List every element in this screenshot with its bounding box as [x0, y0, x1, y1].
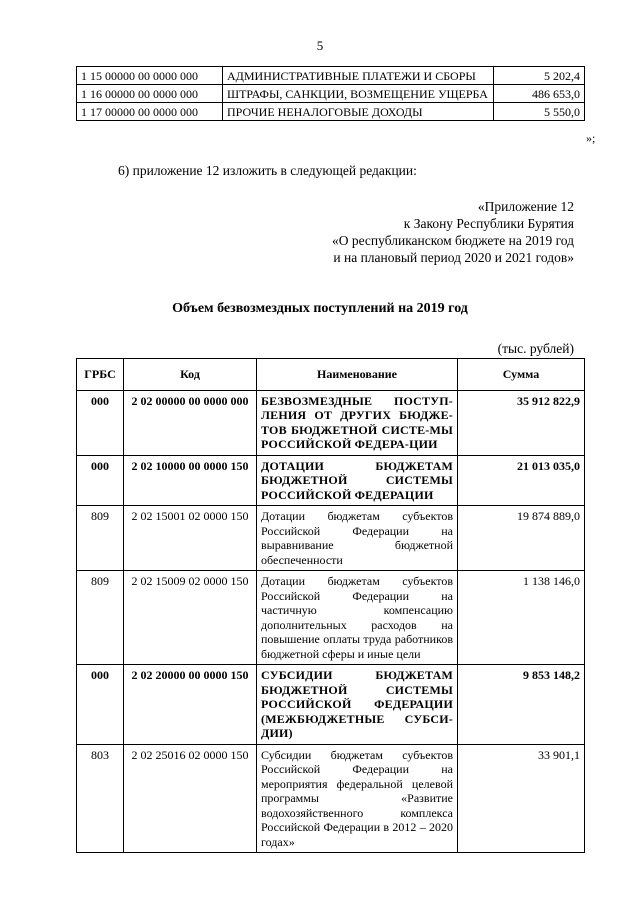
- cell-name: Субсидии бюджетам субъектов Российской Федерации на мероприятия федеральной целевой программы «Развитие водохозяйственного комплекса Российской Федерации в 2012 – 2020 годах»: [257, 744, 458, 853]
- cell-sum: 35 912 822,9: [458, 390, 585, 455]
- header-sum: Сумма: [458, 359, 585, 391]
- cell-sum: 5 550,0: [494, 103, 585, 121]
- cell-name: БЕЗВОЗМЕЗДНЫЕ ПОСТУП-ЛЕНИЯ ОТ ДРУГИХ БЮДЖЕ-ТОВ БЮДЖЕТНОЙ СИСТЕ-МЫ РОССИЙСКОЙ ФЕДЕРА-ЦИИ: [257, 390, 458, 455]
- table-header-row: [77, 359, 585, 391]
- cell-sum: 33 901,1: [458, 744, 585, 853]
- page-number: 5: [316, 38, 324, 53]
- cell-name: ШТРАФЫ, САНКЦИИ, ВОЗМЕЩЕНИЕ УЩЕРБА: [223, 85, 494, 103]
- header-grbs: ГРБС: [77, 359, 124, 391]
- document-title: Объем безвозмездных поступлений на 2019 год: [172, 301, 468, 316]
- appendix-line-1: «Приложение 12: [477, 199, 574, 214]
- cell-name: Дотации бюджетам субъектов Российской Федерации на выравнивание бюджетной обеспеченности: [257, 506, 458, 571]
- table-row: [77, 744, 585, 853]
- units-label: (тыс. рублей): [497, 341, 574, 356]
- cell-code: 1 15 00000 00 0000 000: [77, 67, 223, 85]
- table-row: [77, 390, 585, 455]
- closing-quote-mark: »;: [586, 131, 596, 145]
- cell-code: 2 02 20000 00 0000 150: [124, 665, 257, 745]
- cell-name: ПРОЧИЕ НЕНАЛОГОВЫЕ ДОХОДЫ: [223, 103, 494, 121]
- cell-code: 2 02 15009 02 0000 150: [124, 571, 257, 665]
- cell-sum: 1 138 146,0: [458, 571, 585, 665]
- cell-sum: 9 853 148,2: [458, 665, 585, 745]
- cell-grbs: 809: [77, 571, 124, 665]
- revenue-table-continuation: [76, 66, 585, 121]
- cell-sum: 19 874 889,0: [458, 506, 585, 571]
- cell-grbs: 809: [77, 506, 124, 571]
- cell-grbs: 000: [77, 455, 124, 506]
- header-code: Код: [124, 359, 257, 391]
- cell-sum: 486 653,0: [494, 85, 585, 103]
- cell-code: 1 16 00000 00 0000 000: [77, 85, 223, 103]
- cell-grbs: 000: [77, 665, 124, 745]
- cell-code: 2 02 25016 02 0000 150: [124, 744, 257, 853]
- table-row: [77, 506, 585, 571]
- table-row: [77, 665, 585, 745]
- table-row: [77, 67, 585, 85]
- table-row: [77, 103, 585, 121]
- cell-code: 2 02 15001 02 0000 150: [124, 506, 257, 571]
- cell-name: Дотации бюджетам субъектов Российской Федерации на частичную компенсацию дополнительных расходов на повышение оплаты труда работников бюджетной сферы и иные цели: [257, 571, 458, 665]
- cell-code: 1 17 00000 00 0000 000: [77, 103, 223, 121]
- cell-grbs: 803: [77, 744, 124, 853]
- appendix-line-2: к Закону Республики Бурятия: [403, 216, 574, 231]
- table-row: [77, 455, 585, 506]
- header-name: Наименование: [257, 359, 458, 391]
- appendix-heading: [332, 198, 574, 266]
- cell-code: 2 02 10000 00 0000 150: [124, 455, 257, 506]
- grants-table: [76, 358, 585, 853]
- appendix-line-3: «О республиканском бюджете на 2019 год: [331, 233, 574, 248]
- cell-grbs: 000: [77, 390, 124, 455]
- amendment-item: 6) приложение 12 изложить в следующей редакции:: [118, 163, 417, 178]
- appendix-line-4: и на плановый период 2020 и 2021 годов»: [333, 250, 574, 265]
- cell-name: СУБСИДИИ БЮДЖЕТАМ БЮДЖЕТНОЙ СИСТЕМЫ РОССИЙСКОЙ ФЕДЕРАЦИИ (МЕЖБЮДЖЕТНЫЕ СУБСИ-ДИИ): [257, 665, 458, 745]
- cell-sum: 5 202,4: [494, 67, 585, 85]
- cell-name: ДОТАЦИИ БЮДЖЕТАМ БЮДЖЕТНОЙ СИСТЕМЫ РОССИЙСКОЙ ФЕДЕРАЦИИ: [257, 455, 458, 506]
- cell-name: АДМИНИСТРАТИВНЫЕ ПЛАТЕЖИ И СБОРЫ: [223, 67, 494, 85]
- table-row: [77, 85, 585, 103]
- table-row: [77, 571, 585, 665]
- cell-sum: 21 013 035,0: [458, 455, 585, 506]
- cell-code: 2 02 00000 00 0000 000: [124, 390, 257, 455]
